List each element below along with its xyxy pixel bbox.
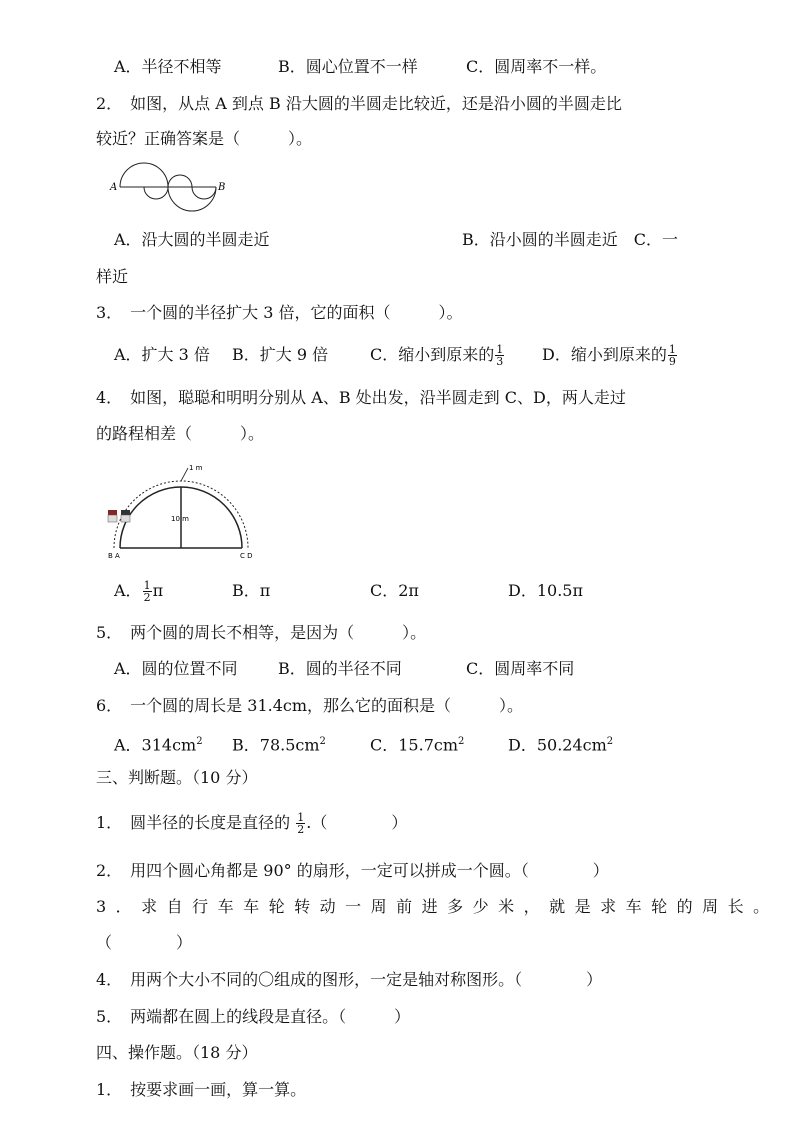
operation-1: 1． 按要求画一画，算一算。 bbox=[96, 1080, 307, 1099]
q5-option-c: C．圆周率不同 bbox=[466, 659, 575, 678]
q6-option-a-sup: 2 bbox=[196, 736, 203, 747]
judge-1-fraction bbox=[296, 812, 305, 835]
q5-option-b: B．圆的半径不同 bbox=[278, 659, 402, 678]
q6-option-d-text: D．50.24cm bbox=[508, 735, 607, 755]
q3-d-frac-num: 1 bbox=[668, 343, 676, 356]
q3-option-c bbox=[370, 344, 505, 367]
q3-option-d bbox=[542, 344, 678, 367]
judge-1-post: .（ ） bbox=[306, 813, 408, 832]
q4-option-a-pi: π bbox=[152, 581, 164, 600]
q4-a-frac-num: 1 bbox=[143, 579, 151, 592]
q4-stem-line1: 4． 如图，聪聪和明明分别从 A、B 处出发，沿半圆走到 C、D，两人走过 bbox=[96, 388, 626, 407]
q4-option-d: D．10.5π bbox=[508, 581, 583, 600]
q2-stem-line2: 较近？正确答案是（ ）。 bbox=[96, 129, 313, 148]
judge-4: 4． 用两个大小不同的〇组成的图形，一定是轴对称图形。（ ） bbox=[96, 970, 603, 989]
q6-option-a bbox=[114, 731, 203, 756]
judge-1-frac-num: 1 bbox=[297, 811, 305, 824]
q4-ba-label: B A bbox=[108, 552, 120, 560]
q2-point-b-label: B bbox=[218, 182, 226, 193]
q2-option-bc: B．沿小圆的半圆走近 C．一 bbox=[462, 230, 679, 249]
option-a: A．半径不相等 bbox=[114, 57, 222, 76]
judge-1-frac-den: 2 bbox=[297, 823, 305, 836]
judge-5: 5． 两端都在圆上的线段是直径。（ ） bbox=[96, 1007, 411, 1026]
q6-option-c-sup: 2 bbox=[458, 736, 465, 747]
judge-1 bbox=[96, 812, 407, 835]
walker-icon bbox=[108, 510, 130, 522]
judge-3: 3．求自行车车轮转动一周前进多少米，就是求车轮的周长。 bbox=[96, 897, 779, 916]
q3-option-b: B．扩大 9 倍 bbox=[232, 345, 329, 364]
q2-semicircles-figure bbox=[108, 160, 238, 220]
q4-10m-label: 10 m bbox=[171, 515, 189, 523]
q6-stem: 6． 一个圆的周长是 31.4cm，那么它的面积是（ ）。 bbox=[96, 696, 524, 715]
option-b: B．圆心位置不一样 bbox=[278, 57, 418, 76]
q2-point-a-label: A bbox=[110, 182, 118, 193]
q4-option-a-fraction bbox=[143, 580, 152, 603]
q6-option-d-sup: 2 bbox=[606, 736, 614, 747]
judge-2: 2． 用四个圆心角都是 90° 的扇形，一定可以拼成一个圆。（ ） bbox=[96, 861, 609, 880]
q3-c-frac-den: 3 bbox=[496, 355, 504, 368]
q3-option-a: A．扩大 3 倍 bbox=[114, 345, 210, 364]
q5-option-a: A．圆的位置不同 bbox=[114, 659, 238, 678]
q2-option-c-cont: 样近 bbox=[96, 267, 129, 286]
q4-option-c: C．2π bbox=[370, 581, 419, 600]
q2-stem-line1: 2． 如图，从点 A 到点 B 沿大圆的半圆走比较近，还是沿小圆的半圆走比 bbox=[96, 94, 622, 113]
q6-option-c bbox=[370, 731, 464, 756]
q4-option-a bbox=[114, 580, 163, 603]
q2-option-a: A．沿大圆的半圆走近 bbox=[114, 230, 270, 249]
q3-option-d-text: D．缩小到原来的 bbox=[542, 345, 667, 364]
q4-track-figure bbox=[100, 458, 262, 562]
q6-option-b-sup: 2 bbox=[319, 736, 326, 747]
q3-d-frac-den: 9 bbox=[668, 355, 676, 368]
q4-option-b: B．π bbox=[232, 581, 271, 600]
section4-title: 四、操作题。（18 分） bbox=[96, 1043, 258, 1062]
q6-option-b-text: B．78.5cm bbox=[232, 735, 320, 755]
q3-stem: 3． 一个圆的半径扩大 3 倍，它的面积（ ）。 bbox=[96, 303, 463, 322]
q3-c-frac-num: 1 bbox=[496, 343, 504, 356]
q4-option-a-label: A． bbox=[114, 581, 142, 600]
option-c: C．圆周率不一样。 bbox=[466, 57, 607, 76]
q4-stem-line2: 的路程相差（ ）。 bbox=[96, 424, 265, 443]
q6-option-b bbox=[232, 731, 326, 756]
q4-1m-label: 1 m bbox=[189, 464, 203, 472]
q5-stem: 5． 两个圆的周长不相等，是因为（ ）。 bbox=[96, 623, 427, 642]
judge-3-cont: （ ） bbox=[96, 933, 193, 952]
judge-1-pre: 1． 圆半径的长度是直径的 bbox=[96, 813, 291, 832]
q3-option-c-text: C．缩小到原来的 bbox=[370, 345, 495, 364]
section3-title: 三、判断题。（10 分） bbox=[96, 768, 258, 787]
q4-a-frac-den: 2 bbox=[143, 591, 151, 604]
q6-option-d bbox=[508, 731, 613, 756]
q4-cd-label: C D bbox=[240, 552, 253, 560]
q6-option-c-text: C．15.7cm bbox=[370, 735, 459, 755]
q3-option-d-fraction bbox=[668, 344, 677, 367]
q6-option-a-text: A．314cm bbox=[114, 735, 197, 755]
q3-option-c-fraction bbox=[495, 344, 504, 367]
